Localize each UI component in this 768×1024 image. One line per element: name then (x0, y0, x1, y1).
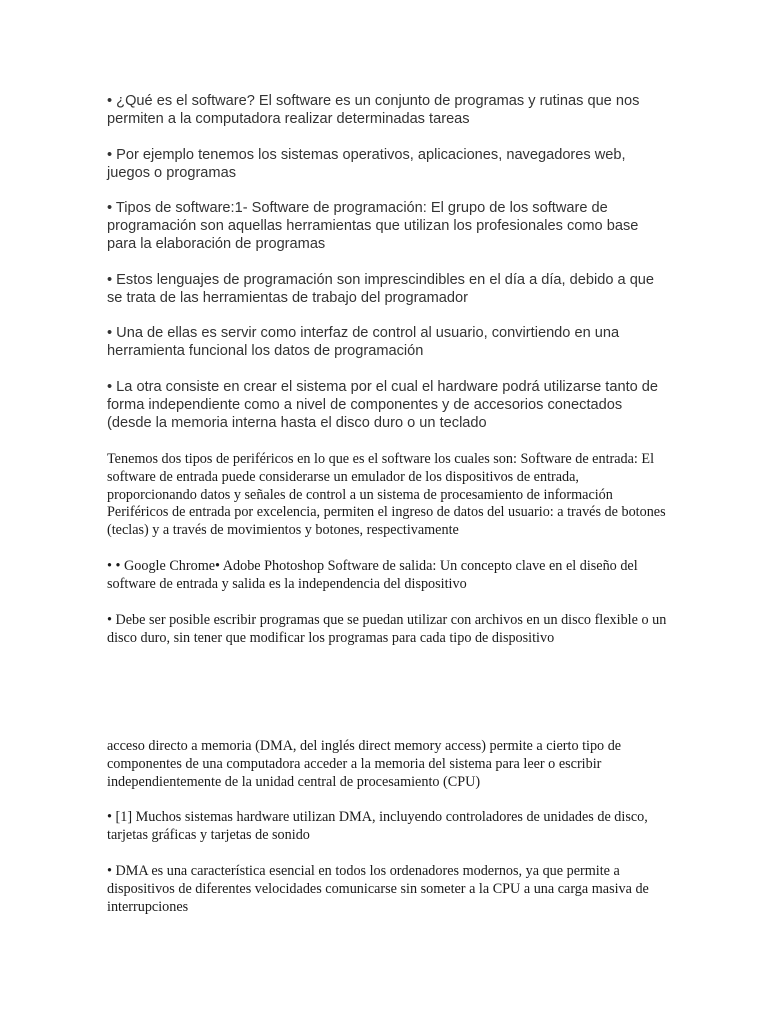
paragraph-dma-esencial: • DMA es una característica esencial en todos los ordenadores modernos, ya que permite a dispositivos de diferentes velocidades comunicarse sin someter a la CPU a una carga masiva de interrupciones (107, 863, 649, 915)
paragraph-dma-definicion: acceso directo a memoria (DMA, del inglés direct memory access) permite a cierto tipo de componentes de una computadora acceder a la memoria del sistema para leer o escribir independientemente de la unidad central de procesamiento (CPU) (107, 738, 622, 790)
paragraph-ejemplos: • Por ejemplo tenemos los sistemas operativos, aplicaciones, navegadores web, juegos o programas (107, 147, 626, 181)
paragraph-lenguajes: • Estos lenguajes de programación son imprescindibles en el día a día, debido a que se trata de las herramientas de trabajo del programador (107, 272, 655, 306)
paragraph-que-es-software: • ¿Qué es el software? El software es un conjunto de programas y rutinas que nos permiten a la computadora realizar determinadas tareas (107, 93, 640, 127)
paragraph-tipos-software: • Tipos de software:1- Software de programación: El grupo de los software de programación son aquellas herramientas que utilizan los profesionales como base para la elaboración de programas (107, 200, 639, 252)
paragraph-interfaz-control: • Una de ellas es servir como interfaz de control al usuario, convirtiendo en una herramienta funcional los datos de programación (107, 325, 620, 359)
paragraph-dma-sistemas: • [1] Muchos sistemas hardware utilizan DMA, incluyendo controladores de unidades de disco, tarjetas gráficas y tarjetas de sonido (107, 809, 648, 843)
paragraph-google-chrome: • • Google Chrome• Adobe Photoshop Software de salida: Un concepto clave en el diseño del software de entrada y salida es la independencia del dispositivo (107, 558, 638, 592)
paragraph-sistema-hardware: • La otra consiste en crear el sistema por el cual el hardware podrá utilizarse tanto de forma independiente como a nivel de componentes y de accesorios conectados (desde la memoria interna hasta el disco duro o un teclado (107, 379, 659, 431)
paragraph-programas-disco: • Debe ser posible escribir programas que se puedan utilizar con archivos en un disco flexible o un disco duro, sin tener que modificar los programas para cada tipo de dispositivo (107, 612, 667, 646)
paragraph-perifericos: Tenemos dos tipos de periféricos en lo que es el software los cuales son: Software de entrada: El software de entrada puede considerarse un emulador de los dispositivos de entrada, proporcionando datos y señales de control a un sistema de procesamiento de información Periféricos de entrada por excelencia, permiten el ingreso de datos del usuario: a través de botones (teclas) y a través de movimientos y botones, respectivamente (107, 451, 666, 539)
